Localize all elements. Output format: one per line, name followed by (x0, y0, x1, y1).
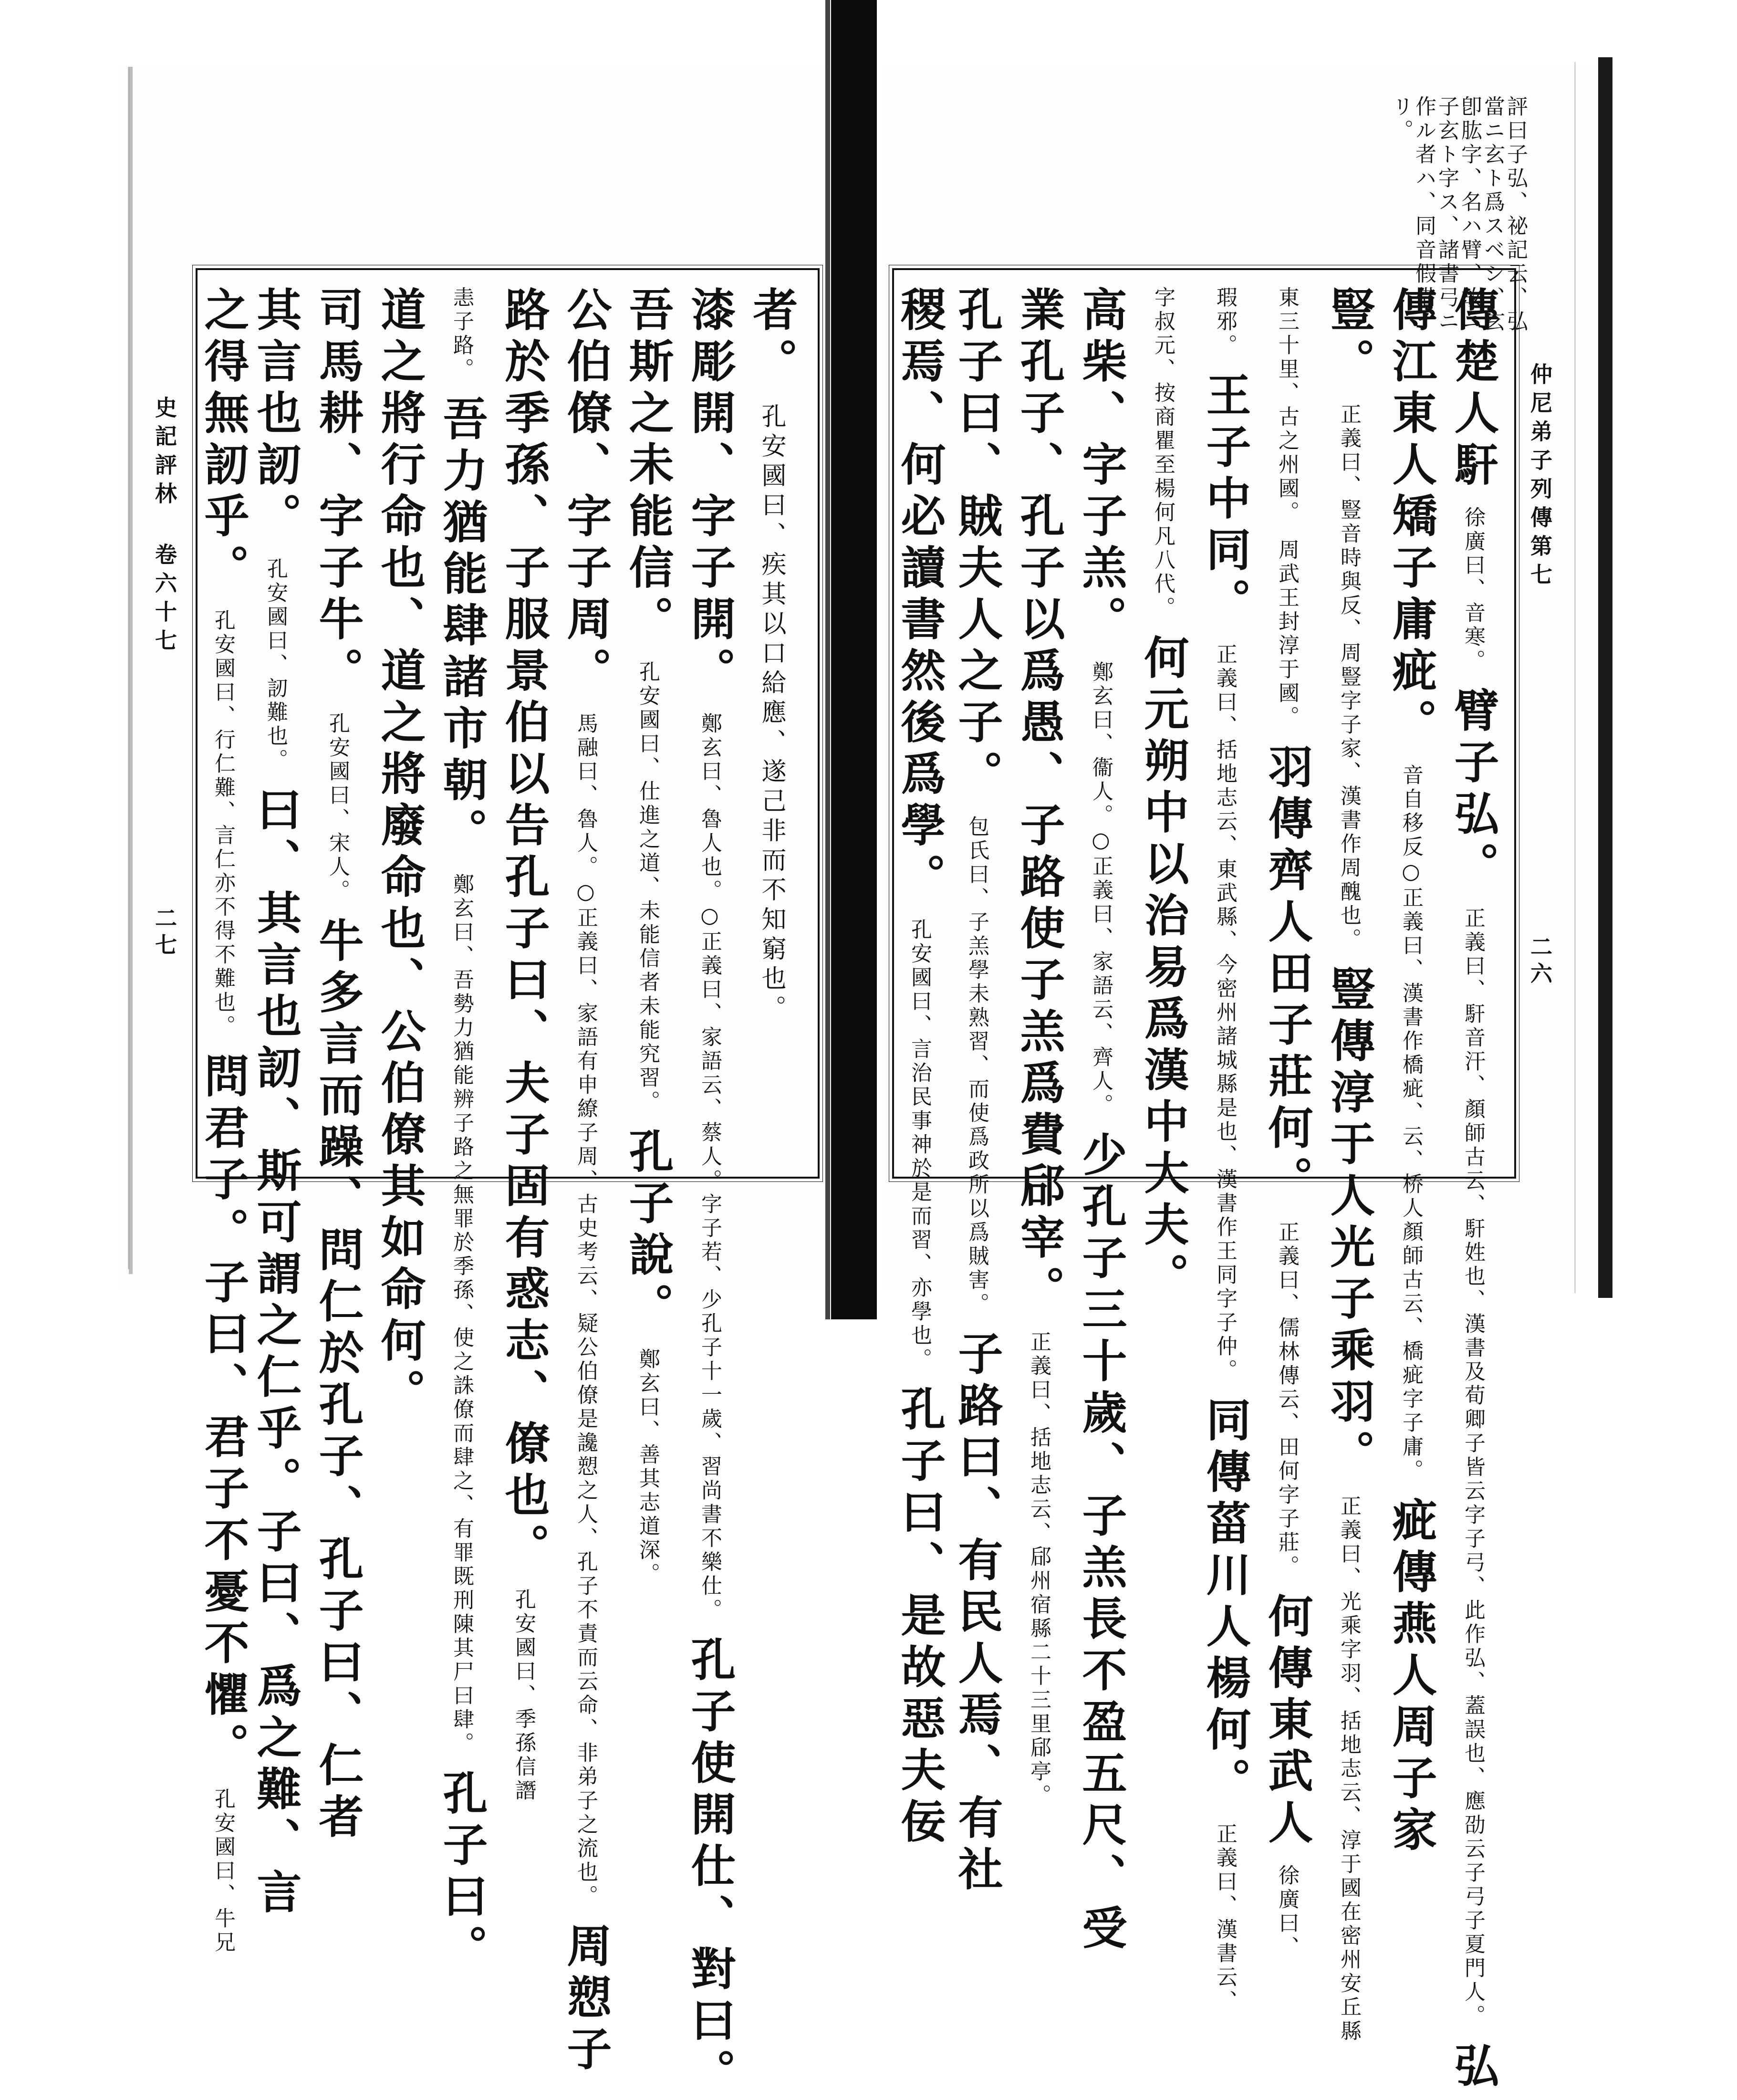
right-running-header: 仲尼弟子列傳第七 (1527, 363, 1553, 592)
left-page-edge (129, 67, 133, 1274)
right-column-10: 稷焉、何必讀書然後爲學。 孔安國曰、言治民事神於是而習、亦學也。 孔子曰、是故惡夫佞 (893, 286, 946, 1849)
left-column-2: 漆彫開、字子開。 鄭玄曰、魯人也。○正義曰、家語云、蔡人。字子若、少孔子十一歲、習尚書不樂仕。 孔子使開仕、對曰。 (683, 286, 736, 2100)
right-column-9: 孔子曰、賊夫人之子。 包氏曰、子羔學未熟習、而使爲政所以爲賊害。 子路曰、有民人焉、有社 (950, 286, 1003, 1897)
right-page-edge (1598, 57, 1612, 1298)
right-column-8: 業孔子、孔子以爲愚、子路使子羔爲費郈宰。 正義曰、括地志云、郈州宿縣二十三里郈亭。 (1012, 286, 1065, 1808)
scan-noise-left (128, 67, 129, 1269)
right-column-5: 瑕邪。 王子中同。 正義曰、括地志云、東武縣、今密州諸城縣是也、漢書作王同字子仲。 同傳菑川人楊何。 正義曰、漢書云、 (1198, 286, 1251, 2014)
right-column-4: 東三十里、古之州國。 周武王封淳于國。 羽傳齊人田子莊何。 正義曰、儒林傳云、田何字子莊。 何傳東武人 徐廣曰、 (1260, 286, 1313, 1960)
right-column-1: 傳楚人馯 徐廣曰、音寒。 臂子弘。 正義曰、馯音汗、顏師古云、馯姓也、漢書及荀卿子皆云字子弓、此作弘、蓋誤也、應劭云子弓子夏門人。 弘 (1446, 286, 1499, 2094)
left-column-9: 其言也訒。 孔安國曰、訒難也。 曰、其言也訒、斯可謂之仁乎。子曰、爲之難、言 (249, 286, 302, 1920)
left-column-7: 道之將行命也、道之將廢命也、公伯僚其如命何。 (373, 286, 426, 1420)
left-column-6: 恚子路。 吾力猶能肆諸市朝。 鄭玄曰、吾勢力猶能辨子路之無罪於季孫、使之誅僚而肆之、有罪既刑陳其尸曰肆。 孔子曰。 (435, 286, 488, 1976)
left-column-4: 公伯僚、字子周。 馬融曰、魯人。○正義曰、家語有申繚子周、古史考云、疑公伯僚是讒愬之人、孔子不責而云命、非弟子之流也。 周愬子 (559, 286, 612, 2077)
book-spine (831, 0, 877, 1319)
right-column-3: 豎。 正義曰、豎音時與反、周豎字子家、漢書作周醜也。 豎傳淳于人光子乘羽。 正義曰、光乘字羽、括地志云、淳于國在密州安丘縣 (1322, 286, 1375, 2044)
right-column-2: 傳江東人矯子庸疵。 音自移反○正義曰、漢書作橋疵、云、桥人顏師古云、橋疵字子庸。 疵傳燕人周子家 (1384, 286, 1437, 1858)
right-column-6: 字叔元、按商瞿至楊何凡八代。 何元朔中以治易爲漢中大夫。 (1136, 286, 1189, 1304)
left-column-5: 路於季孫、子服景伯以告孔子曰、夫子固有惑志、僚也。 孔安國曰、季孫信譖 (497, 286, 550, 1803)
left-running-header: 史記評林 卷六十七 (152, 396, 177, 658)
left-column-8: 司馬耕、字子牛。 孔安國曰、宋人。 牛多言而躁、問仁於孔子、孔子曰、仁者 (311, 286, 364, 1845)
spine-shadow (825, 0, 830, 1319)
left-column-3: 吾斯之未能信。 孔安國曰、仕進之道、未能信者未能究習。 孔子說。 鄭玄曰、善其志道深。 (621, 286, 674, 1587)
right-page-number: 二六 (1527, 935, 1553, 989)
scan-noise-right (1574, 62, 1576, 1293)
left-column-1: 者。 孔安國曰、疾其以口給應、遂己非而不知窮也。 (745, 286, 798, 1024)
left-column-10: 之得無訒乎。 孔安國曰、行仁難、言仁亦不得不難也。 問君子。子曰、君子不憂不懼。 孔安國曰、牛兄 (197, 286, 249, 1955)
right-column-7: 高柴、字子羔。 鄭玄曰、衞人。○正義曰、家語云、齊人。 少孔子三十歲、子羔長不盈五尺、受 (1074, 286, 1127, 1956)
left-page-number: 二七 (152, 907, 177, 960)
headnote: 評曰子弘、祕記云、弘 當ニ玄ト爲スベシ、玄 卽肱字、名ハ臂、故ニ 子玄ト字ス、諸書弓ニ 作ル者ハ、同音假借ナ リ。 (1389, 95, 1528, 334)
